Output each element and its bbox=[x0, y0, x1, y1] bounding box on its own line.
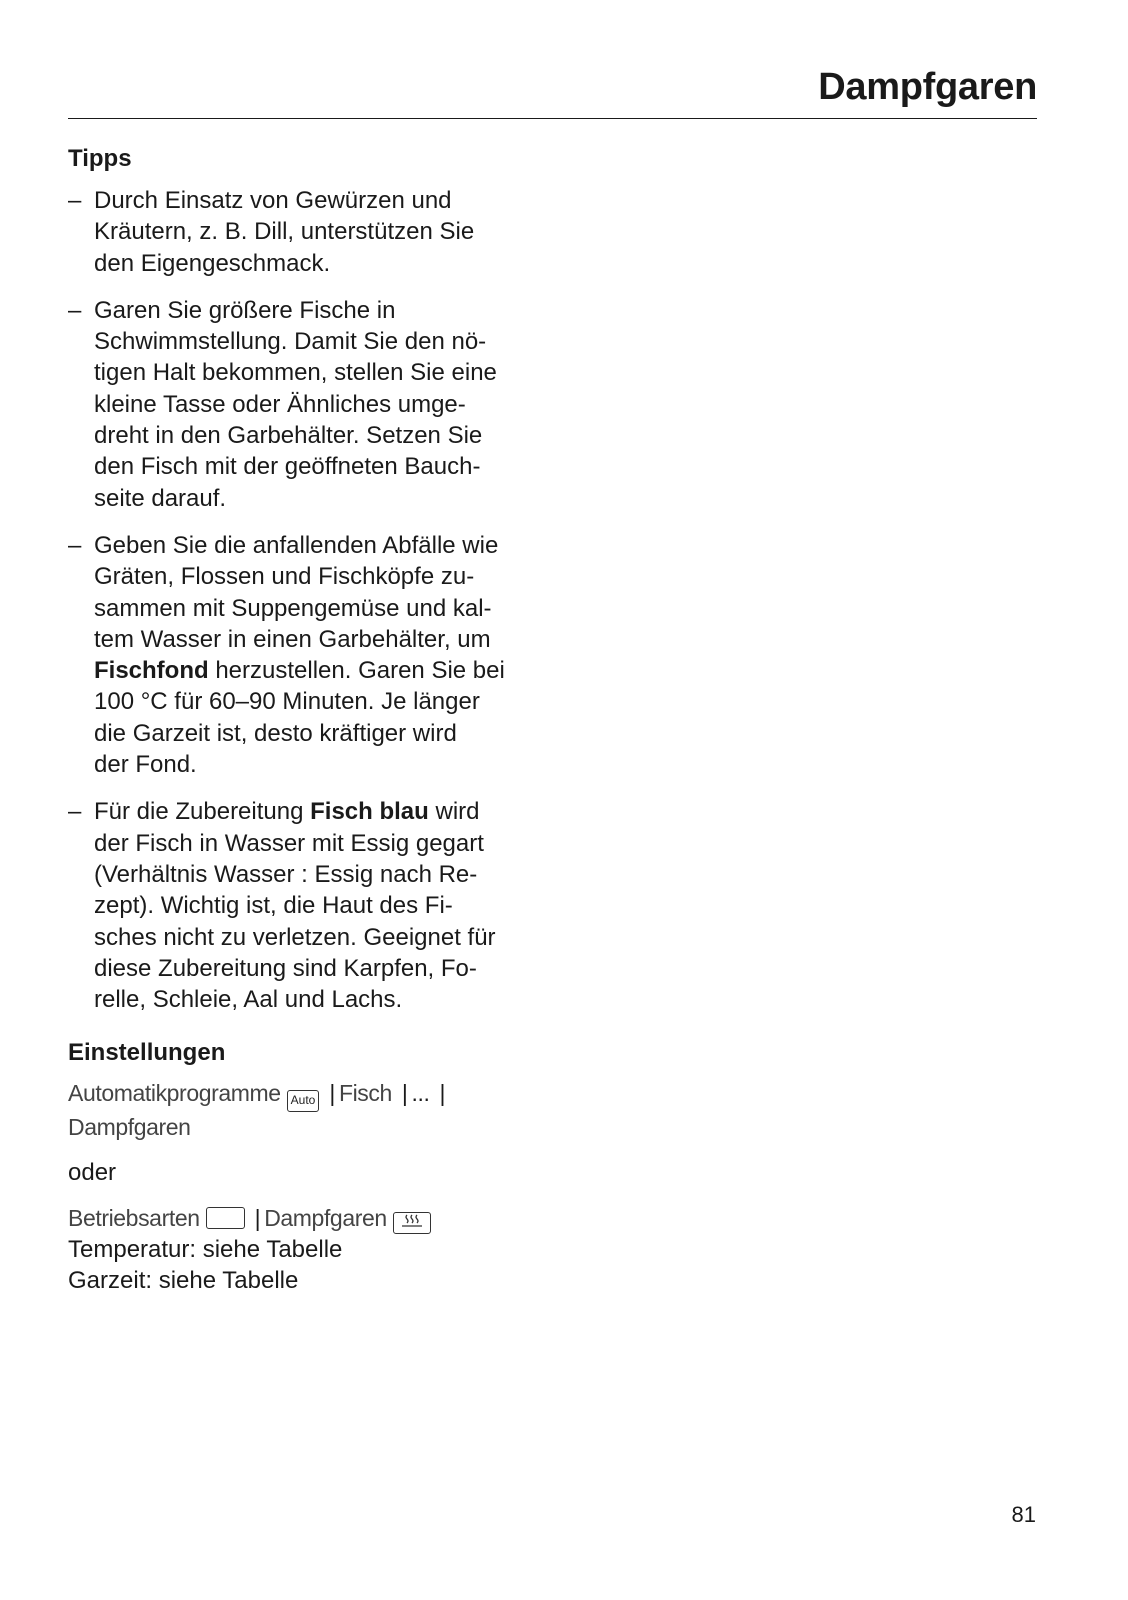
path-separator: | bbox=[329, 1080, 335, 1107]
tip-item bbox=[68, 185, 568, 279]
tip-line bbox=[94, 828, 568, 859]
tip-text: Für die Zubereitung bbox=[94, 798, 311, 826]
auto-key-icon: Auto bbox=[287, 1090, 320, 1112]
tip-line bbox=[94, 859, 568, 890]
tip-text: sches nicht zu verletzen. Geeignet für bbox=[94, 923, 496, 951]
cooking-time-line: Garzeit: siehe Tabelle bbox=[68, 1267, 299, 1295]
tip-line bbox=[94, 389, 568, 420]
tip-line bbox=[94, 624, 568, 655]
tip-text: sammen mit Suppengemüse und kal- bbox=[94, 594, 492, 622]
tip-text: den Fisch mit der geöffneten Bauch- bbox=[94, 453, 481, 481]
tip-item bbox=[68, 530, 568, 780]
tip-line bbox=[94, 483, 568, 514]
list-dash: – bbox=[68, 798, 82, 826]
tip-text: die Garzeit ist, desto kräftiger wird bbox=[94, 719, 457, 747]
tip-text: wird bbox=[428, 798, 480, 826]
tip-line bbox=[94, 248, 568, 279]
tip-text: 100 °C für 60–90 Minuten. Je länger bbox=[94, 688, 480, 716]
tip-line bbox=[94, 593, 568, 624]
tip-line bbox=[94, 796, 568, 827]
temperature-line: Temperatur: siehe Tabelle bbox=[68, 1235, 343, 1263]
tip-line bbox=[94, 326, 568, 357]
tips-heading: Tipps bbox=[68, 145, 132, 172]
tip-text: Kräutern, z. B. Dill, unterstützen Sie bbox=[94, 218, 475, 246]
tip-text: tigen Halt bekommen, stellen Sie eine bbox=[94, 359, 497, 387]
tip-line bbox=[94, 561, 568, 592]
tip-line bbox=[94, 420, 568, 451]
tip-text: dreht in den Garbehälter. Setzen Sie bbox=[94, 422, 483, 450]
menu-item-steam-cooking: Dampfgaren bbox=[68, 1114, 191, 1141]
menu-path-automatic bbox=[68, 1078, 568, 1143]
tip-item bbox=[68, 796, 568, 1015]
tip-text: den Eigengeschmack. bbox=[94, 249, 331, 277]
tip-text: Garen Sie größere Fische in bbox=[94, 296, 396, 324]
tip-line bbox=[94, 451, 568, 482]
menu-item-steam-cooking-mode: Dampfgaren bbox=[264, 1204, 387, 1231]
path-separator: | bbox=[401, 1080, 408, 1107]
tip-text: kleine Tasse oder Ähnliches umge- bbox=[94, 390, 466, 418]
tips-list bbox=[68, 185, 568, 1015]
page-header bbox=[68, 58, 1037, 119]
tip-text: Gräten, Flossen und Fischköpfe zu- bbox=[94, 563, 475, 591]
tip-line bbox=[94, 922, 568, 953]
oder-text: oder bbox=[68, 1159, 117, 1187]
tip-line bbox=[94, 953, 568, 984]
menu-item-operating-modes: Betriebsarten bbox=[68, 1204, 200, 1231]
tip-text: diese Zubereitung sind Karpfen, Fo- bbox=[94, 954, 477, 982]
tip-line bbox=[94, 890, 568, 921]
tip-line bbox=[94, 718, 568, 749]
tip-text: der Fisch in Wasser mit Essig gegart bbox=[94, 829, 484, 857]
tip-line bbox=[94, 984, 568, 1015]
tip-text: zept). Wichtig ist, die Haut des Fi- bbox=[94, 892, 453, 920]
tip-item bbox=[68, 295, 568, 514]
tip-line bbox=[94, 185, 568, 216]
menu-item-ellipsis: ... bbox=[411, 1080, 430, 1107]
list-dash: – bbox=[68, 531, 82, 559]
menu-item-fish: Fisch bbox=[338, 1080, 392, 1107]
page-title: Dampfgaren bbox=[818, 66, 1037, 108]
page-number: 81 bbox=[1011, 1502, 1036, 1527]
operating-modes-key-icon bbox=[206, 1207, 245, 1229]
tip-line bbox=[94, 655, 568, 686]
tip-line bbox=[94, 295, 568, 326]
tip-text: herzustellen. Garen Sie bei bbox=[208, 657, 505, 685]
path-separator: | bbox=[254, 1204, 261, 1231]
menu-item-automatic-programs: Automatikprogramme bbox=[68, 1080, 281, 1107]
tip-line bbox=[94, 357, 568, 388]
tip-bold-term: Fisch blau bbox=[310, 798, 429, 826]
tip-line bbox=[94, 530, 568, 561]
list-dash: – bbox=[68, 296, 82, 324]
tip-line bbox=[94, 216, 568, 247]
tip-text: (Verhältnis Wasser : Essig nach Re- bbox=[94, 860, 478, 888]
tip-text: seite darauf. bbox=[94, 484, 227, 512]
steam-icon bbox=[393, 1212, 431, 1234]
page-content bbox=[68, 143, 568, 1296]
list-dash: – bbox=[68, 187, 82, 214]
tip-text: Schwimmstellung. Damit Sie den nö- bbox=[94, 328, 487, 356]
tip-line bbox=[94, 686, 568, 717]
tip-text: der Fond. bbox=[94, 751, 197, 779]
menu-path-operating-modes bbox=[68, 1203, 568, 1234]
settings-heading: Einstellungen bbox=[68, 1039, 226, 1067]
tip-line bbox=[94, 749, 568, 780]
tip-text: relle, Schleie, Aal und Lachs. bbox=[94, 986, 403, 1014]
tip-text: Durch Einsatz von Gewürzen und bbox=[94, 187, 452, 214]
tip-text: Geben Sie die anfallenden Abfälle wie bbox=[94, 531, 499, 559]
tip-text: tem Wasser in einen Garbehälter, um bbox=[94, 625, 491, 653]
path-separator: | bbox=[439, 1080, 446, 1107]
tip-bold-term: Fischfond bbox=[94, 657, 209, 685]
